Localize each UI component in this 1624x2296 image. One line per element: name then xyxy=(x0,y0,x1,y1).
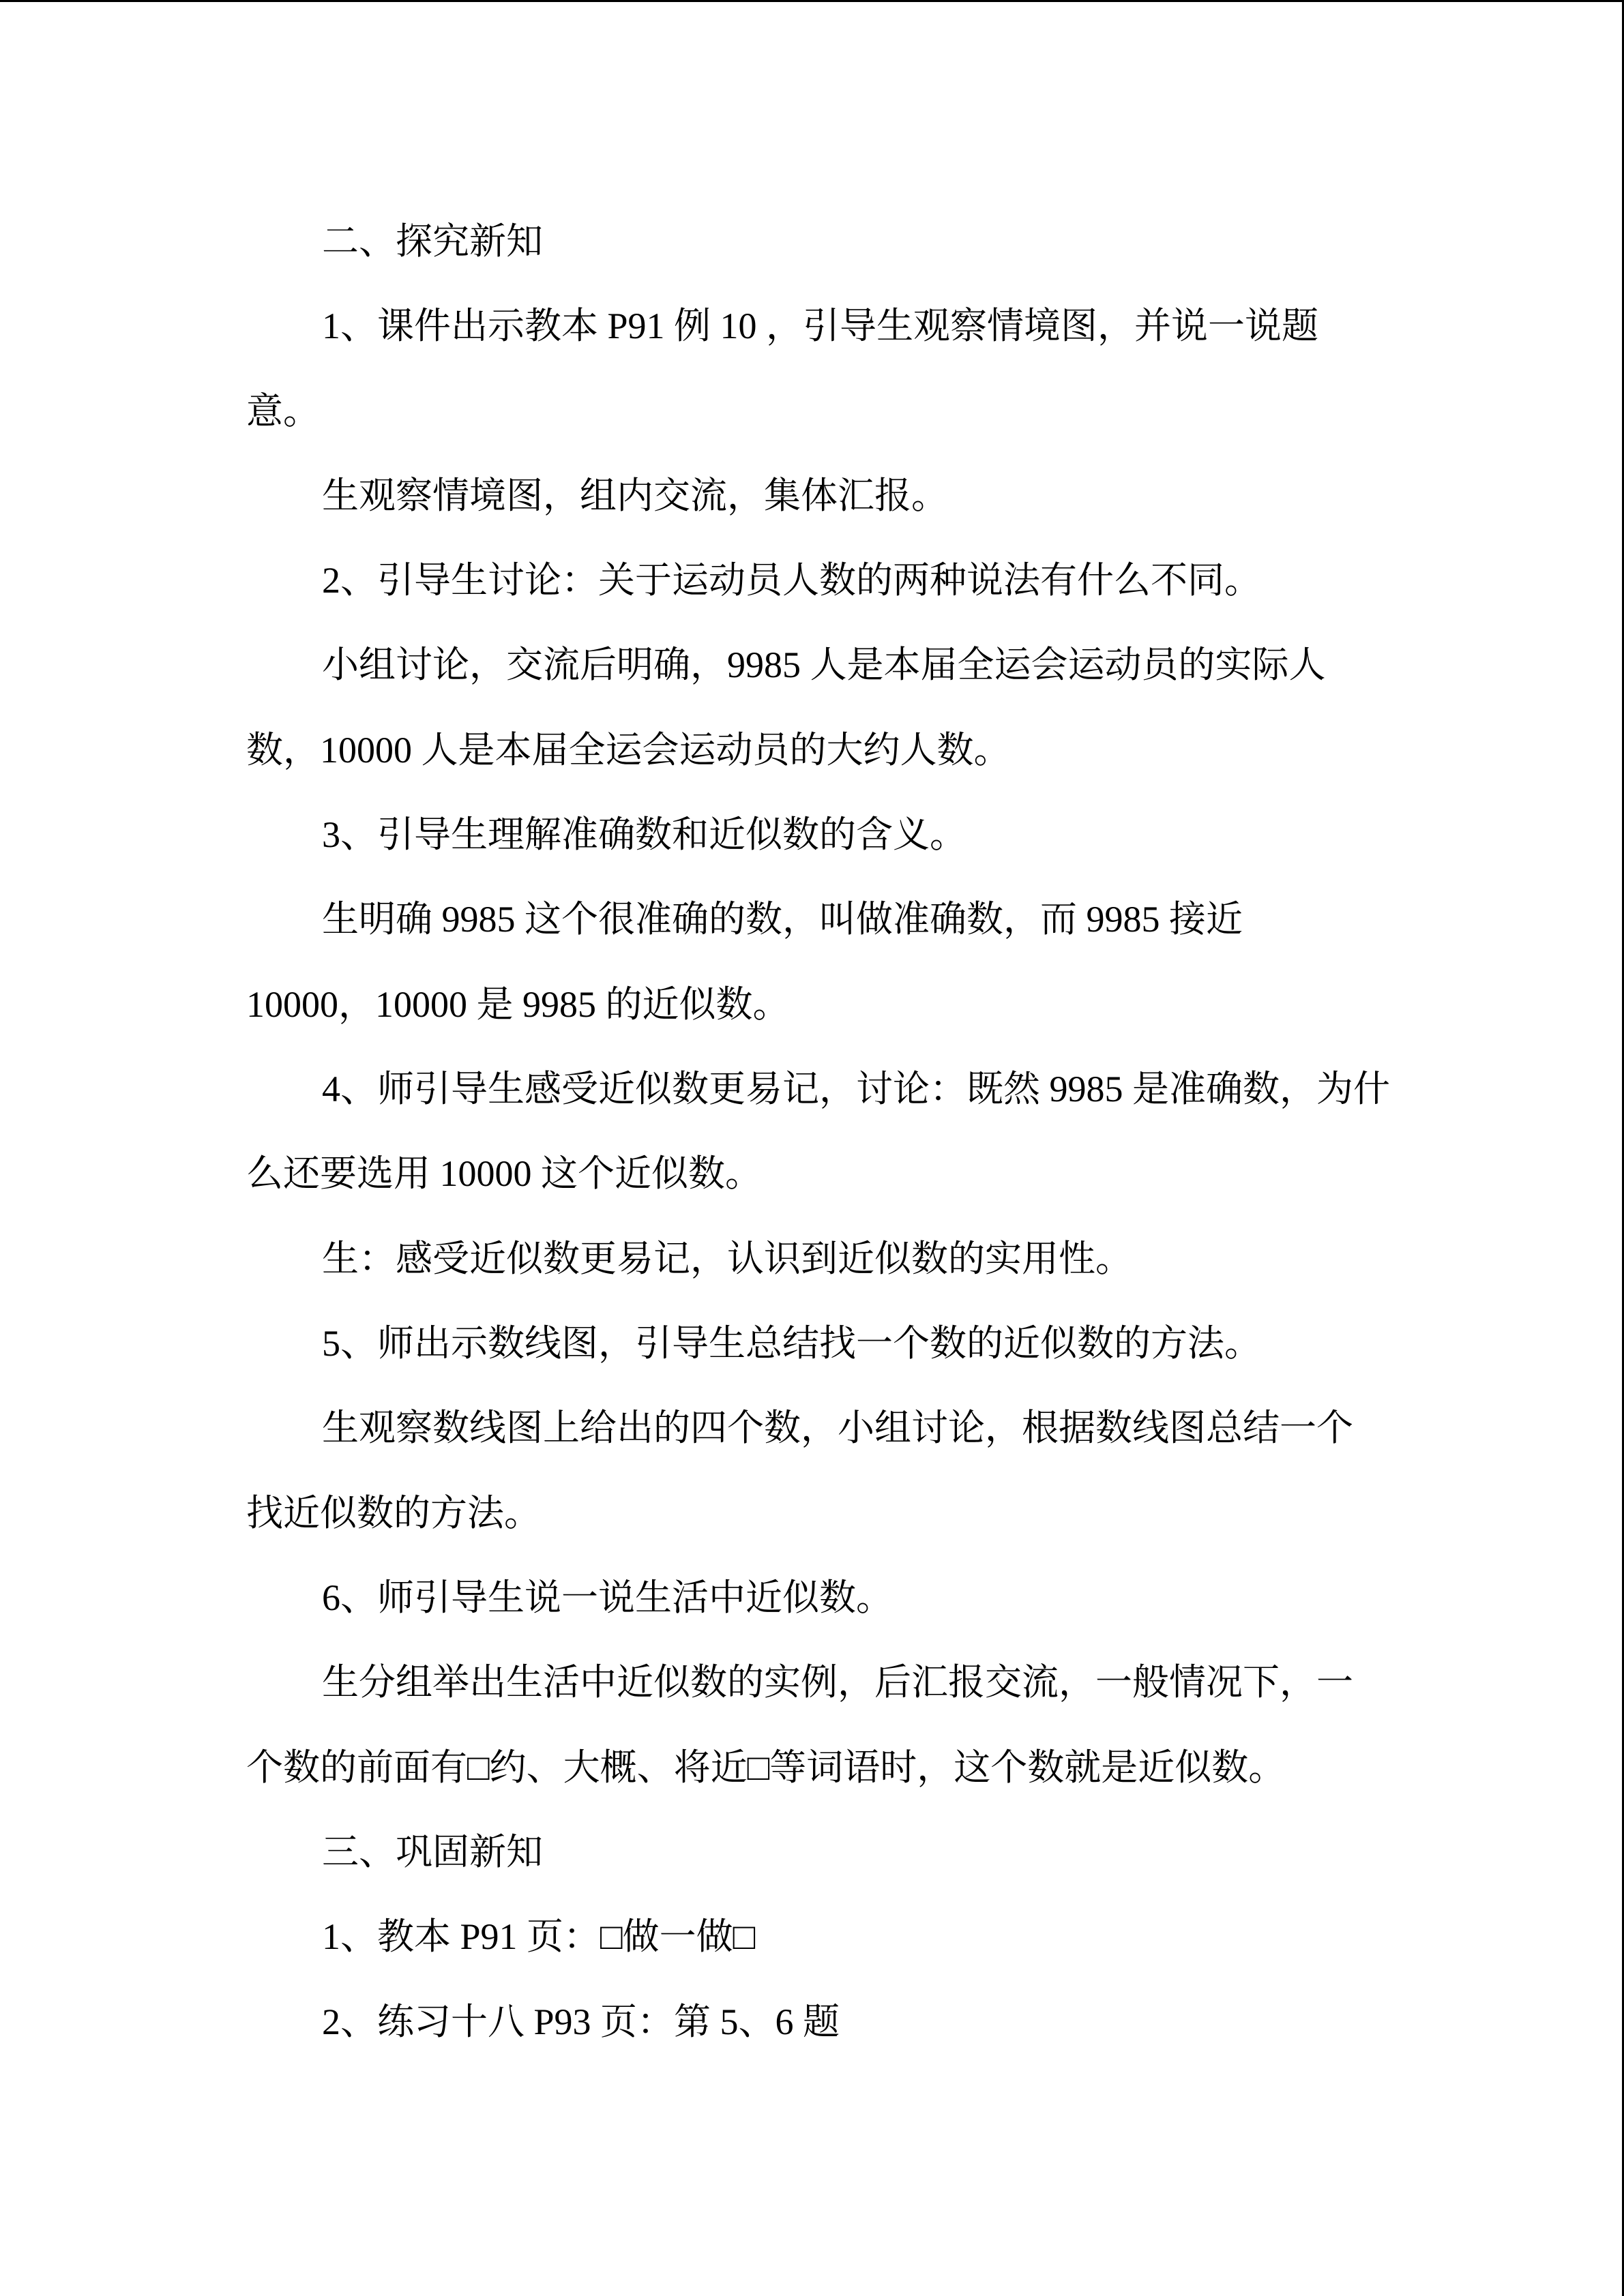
paragraph-line: 生观察情境图，组内交流，集体汇报。 xyxy=(322,475,948,516)
section-heading-explore: 二、探究新知 xyxy=(322,221,543,262)
paragraph-line: 意。 xyxy=(246,391,320,432)
paragraph-line: 6、师引导生说一说生活中近似数。 xyxy=(322,1577,893,1618)
section-heading-consolidate: 三、巩固新知 xyxy=(322,1832,543,1873)
paragraph-line: 2、引导生讨论：关于运动员人数的两种说法有什么不同。 xyxy=(322,560,1261,601)
paragraph-line: 生：感受近似数更易记，认识到近似数的实用性。 xyxy=(322,1238,1132,1279)
paragraph-line: 1、教本 P91 页：□做一做□ xyxy=(322,1916,756,1957)
paragraph-line: 2、练习十八 P93 页：第 5、6 题 xyxy=(322,2001,840,2042)
paragraph-line: 生分组举出生活中近似数的实例，后汇报交流，一般情况下，一 xyxy=(322,1662,1353,1703)
paragraph-line: 3、引导生理解准确数和近似数的含义。 xyxy=(322,814,966,855)
paragraph-line: 数，10000 人是本届全运会运动员的大约人数。 xyxy=(246,730,1011,771)
paragraph-line: 10000，10000 是 9985 的近似数。 xyxy=(246,984,790,1025)
paragraph-line: 生明确 9985 这个很准确的数，叫做准确数，而 9985 接近 xyxy=(322,899,1243,940)
paragraph-line: 么还要选用 10000 这个近似数。 xyxy=(246,1153,762,1194)
paragraph-line: 个数的前面有□约、大概、将近□等词语时，这个数就是近似数。 xyxy=(246,1747,1286,1788)
paragraph-line: 4、师引导生感受近似数更易记，讨论：既然 9985 是准确数，为什 xyxy=(322,1069,1390,1109)
paragraph-line: 找近似数的方法。 xyxy=(246,1493,541,1534)
paragraph-line: 小组讨论，交流后明确，9985 人是本届全运会运动员的实际人 xyxy=(322,644,1326,685)
paragraph-line: 生观察数线图上给出的四个数，小组讨论，根据数线图总结一个 xyxy=(322,1407,1353,1448)
paragraph-line: 5、师出示数线图，引导生总结找一个数的近似数的方法。 xyxy=(322,1323,1261,1364)
paragraph-line: 1、课件出示教本 P91 例 10 ，引导生观察情境图，并说一说题 xyxy=(322,305,1319,346)
